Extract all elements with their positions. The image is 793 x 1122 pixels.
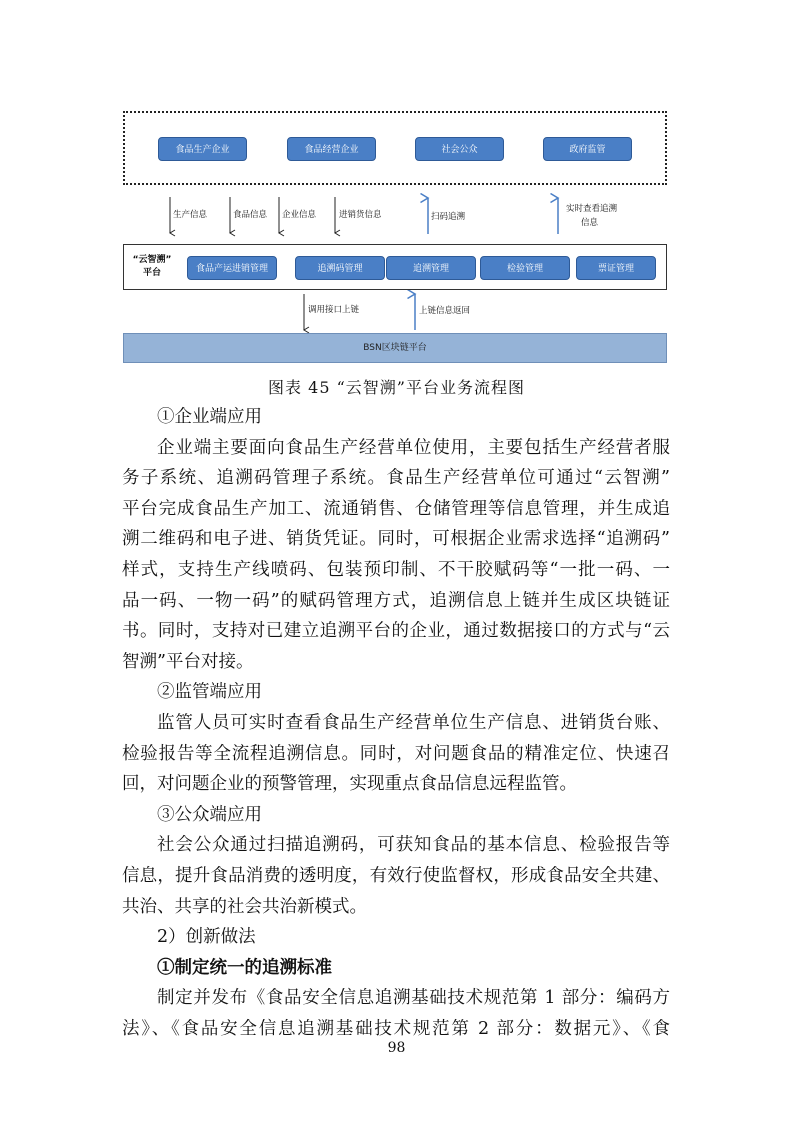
paragraph-line: 检验报告等全流程追溯信息。同时，对问题食品的精准定位、快速召 <box>122 743 670 764</box>
paragraph-line: 社会公众通过扫描追溯码，可获知食品的基本信息、检验报告等 <box>157 835 670 856</box>
module-inspection: 检验管理 <box>480 256 570 280</box>
paragraph-line: 书。同时，支持对已建立追溯平台的企业，通过数据接口的方式与“云 <box>122 621 670 642</box>
paragraph-line: 溯二维码和电子进、销货凭证。同时，可根据企业需求选择“追溯码” <box>122 529 670 550</box>
paragraph-line: 企业端主要面向食品生产经营单位使用，主要包括生产经营者服 <box>157 437 670 458</box>
platform-label-line-2: 平台 <box>142 268 161 278</box>
module-trace-code: 追溯码管理 <box>295 256 385 280</box>
subheading-unified-standard: ①制定统一的追溯标准 <box>157 957 332 978</box>
label-food-info: 食品信息 <box>233 210 268 220</box>
paragraph-line: 样式，支持生产线喷码、包装预印制、不干胶赋码等“一批一码、一 <box>122 559 670 580</box>
module-voucher: 票证管理 <box>576 256 656 280</box>
actor-food-producer: 食品生产企业 <box>158 137 247 161</box>
actor-government: 政府监管 <box>543 137 632 161</box>
paragraph-line: 智溯”平台对接。 <box>122 651 254 672</box>
label-scan-trace: 扫码追溯 <box>431 212 466 222</box>
label-chain-return: 上链信息返回 <box>419 306 471 316</box>
paragraph-line: 品一码、一物一码”的赋码管理方式，追溯信息上链并生成区块链证 <box>122 590 670 611</box>
body-text <box>122 402 670 1044</box>
label-enterprise-info: 企业信息 <box>282 210 317 220</box>
section-heading-public: ③公众端应用 <box>157 804 262 825</box>
flow-arrows <box>0 0 793 370</box>
platform-box <box>123 244 667 290</box>
actor-group <box>123 111 667 185</box>
section-heading-regulator: ②监管端应用 <box>157 682 262 703</box>
section-heading-enterprise: ①企业端应用 <box>157 407 262 427</box>
label-realtime-view-2: 信息 <box>581 218 599 228</box>
platform-label <box>130 254 174 280</box>
paragraph-line: 平台完成食品生产加工、流通销售、仓储管理等信息管理，并生成追 <box>122 498 670 519</box>
paragraph-line: 制定并发布《食品安全信息追溯基础技术规范第 1 部分：编码方 <box>157 988 670 1009</box>
section-heading-innovation: 2）创新做法 <box>157 927 256 948</box>
label-call-api: 调用接口上链 <box>308 305 360 315</box>
bsn-blockchain-bar: BSN区块链平台 <box>123 333 667 363</box>
platform-label-line-1: “云智溯” <box>132 255 172 265</box>
module-supply-chain: 食品产运进销管理 <box>187 256 277 280</box>
page-number: 98 <box>387 1040 406 1056</box>
label-production-info: 生产信息 <box>173 210 208 220</box>
actor-food-operator: 食品经营企业 <box>287 137 376 161</box>
paragraph-line: 法》、《食品安全信息追溯基础技术规范第 2 部分：数据元》、《食 <box>122 1018 670 1039</box>
module-trace: 追溯管理 <box>386 256 476 280</box>
paragraph-line: 务子系统、追溯码管理子系统。食品生产经营单位可通过“云智溯” <box>122 468 670 489</box>
label-purchase-sales-info: 进销货信息 <box>339 210 382 220</box>
label-realtime-view-1: 实时查看追溯 <box>566 204 618 214</box>
figure-caption: 图表 45 “云智溯”平台业务流程图 <box>268 378 525 397</box>
business-flow-diagram <box>0 0 793 370</box>
paragraph-line: 信息，提升食品消费的透明度，有效行使监督权，形成食品安全共建、 <box>122 865 670 886</box>
actor-public: 社会公众 <box>415 137 504 161</box>
paragraph-line: 共治、共享的社会共治新模式。 <box>122 896 367 917</box>
paragraph-line: 回，对问题企业的预警管理，实现重点食品信息远程监管。 <box>122 774 577 795</box>
paragraph-line: 监管人员可实时查看食品生产经营单位生产信息、进销货台账、 <box>157 712 670 733</box>
